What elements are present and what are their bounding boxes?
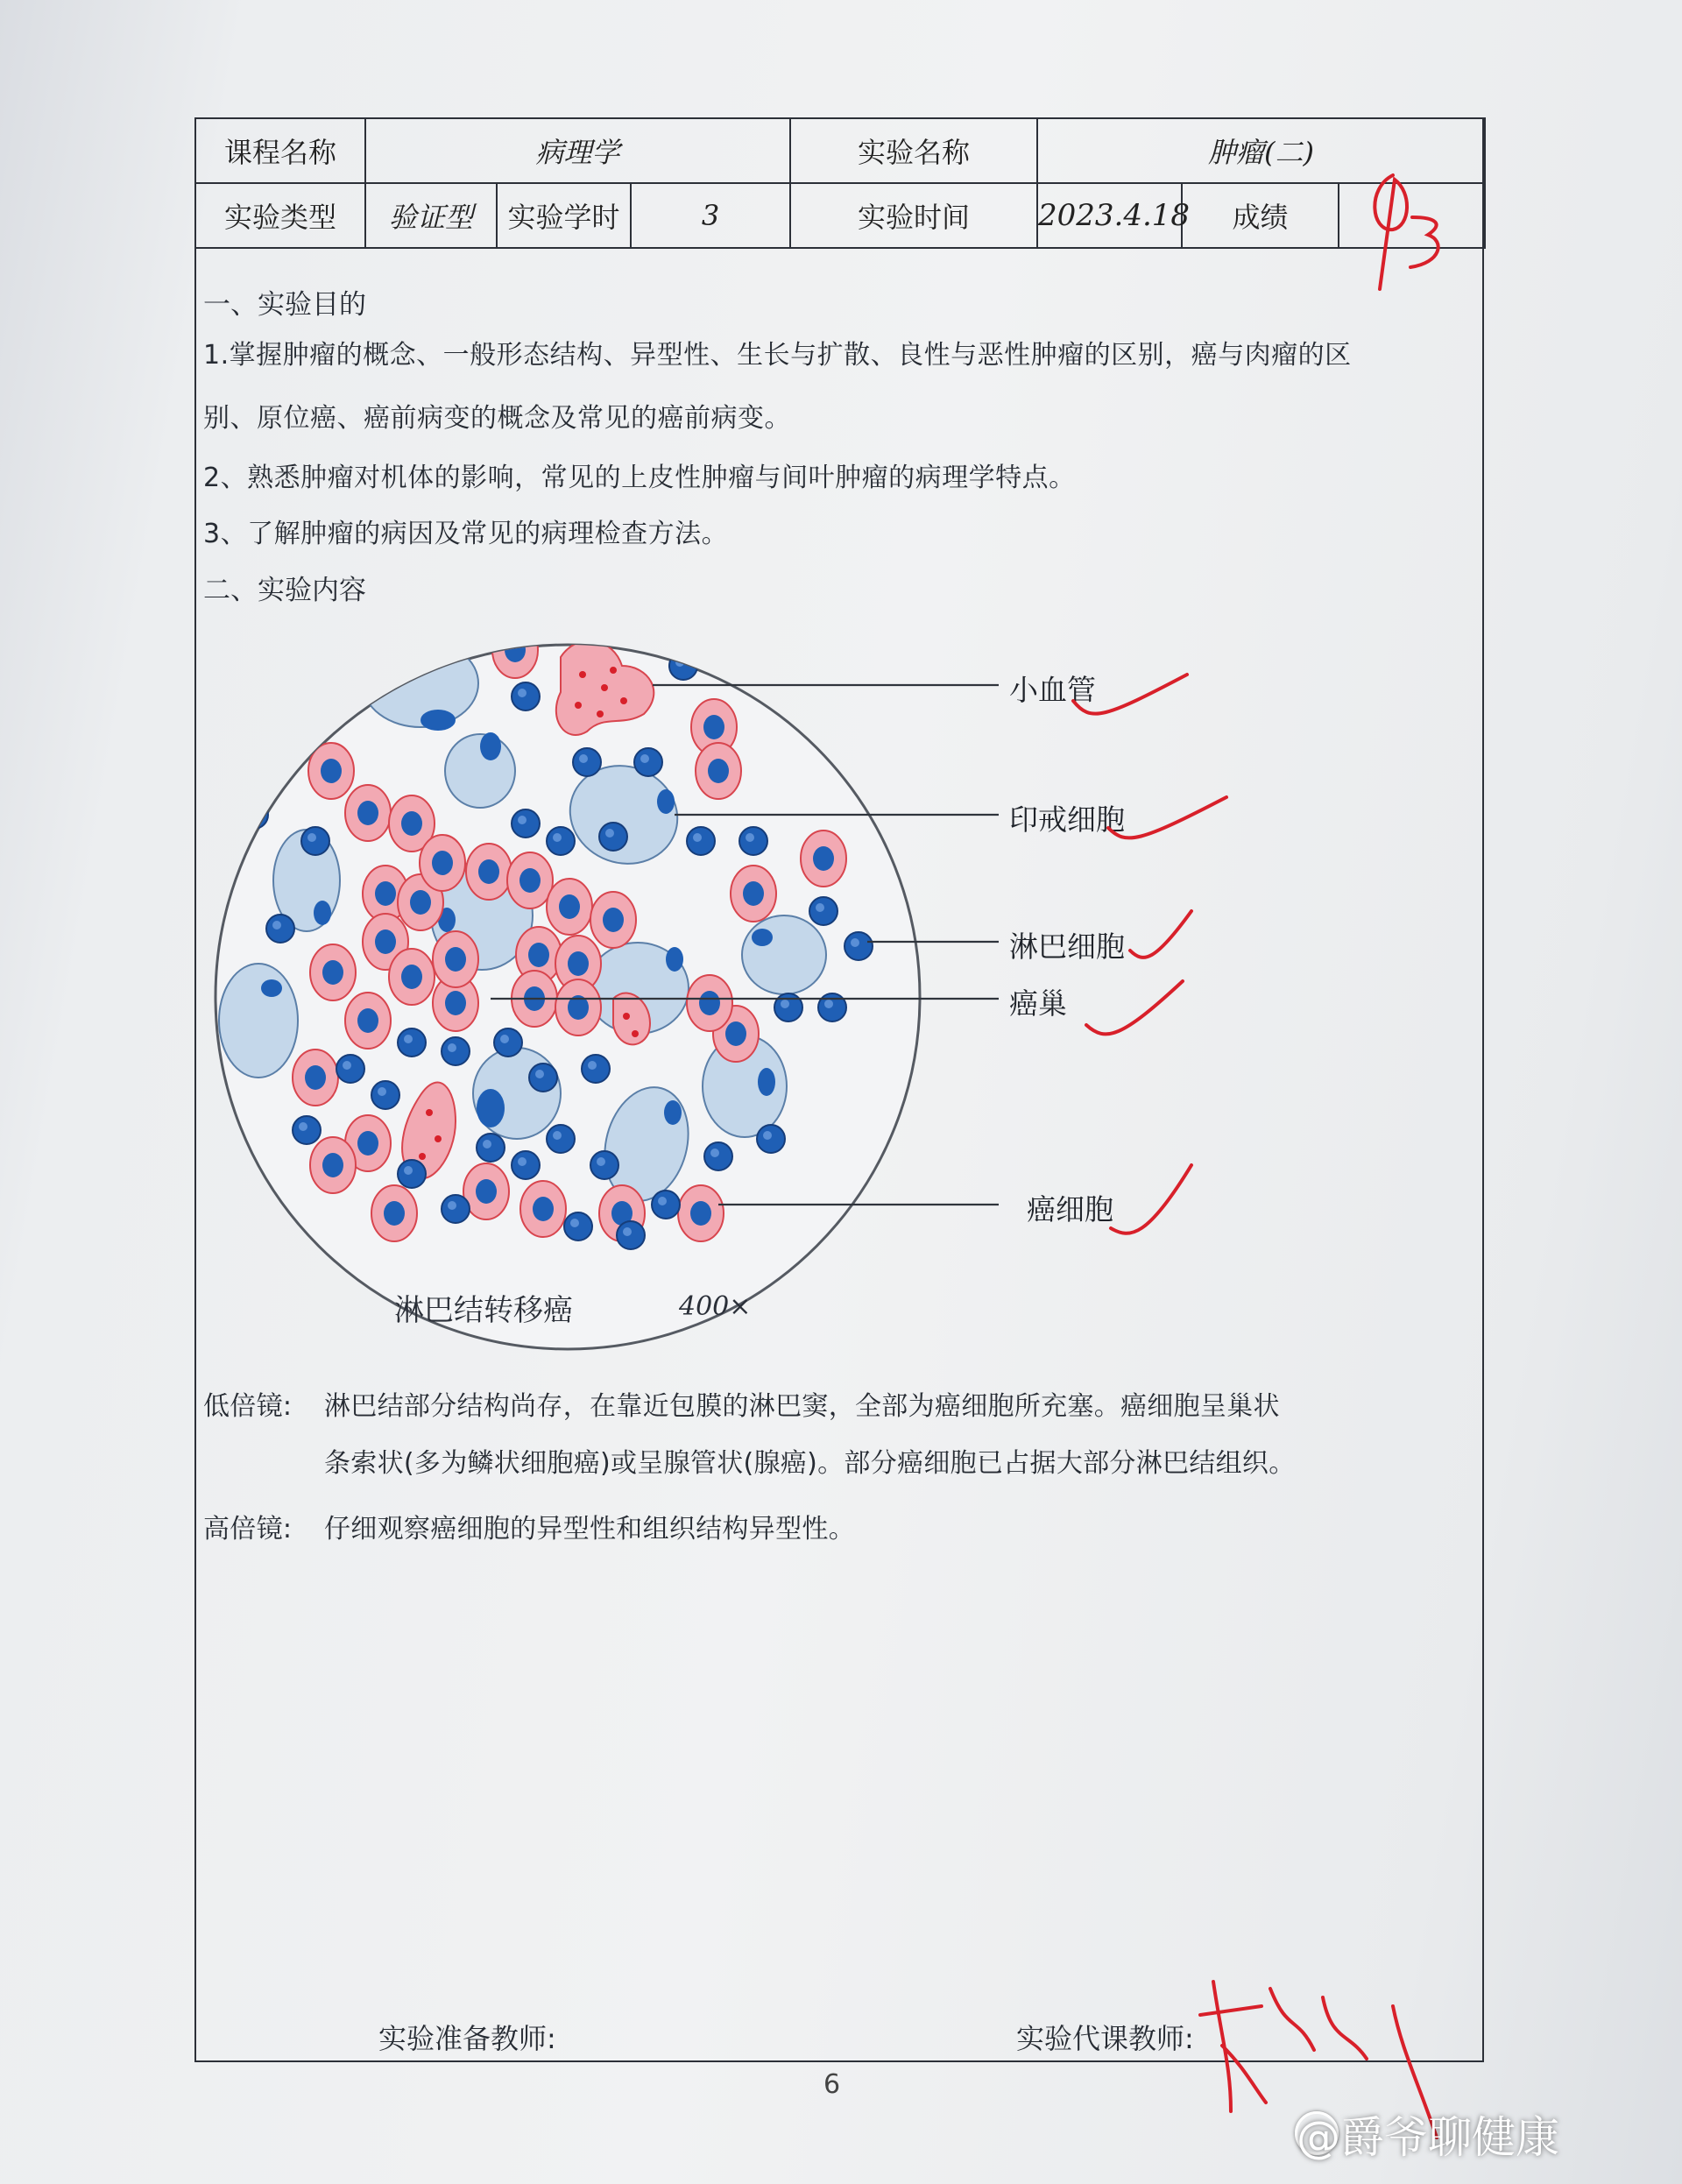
low-power-label: 低倍镜: <box>203 1391 293 1422</box>
purpose-item-1-cont: 别、原位癌、癌前病变的概念及常见的癌前病变。 <box>203 403 791 434</box>
diagram-caption: 淋巴结转移癌 <box>394 1293 573 1328</box>
label-small-vessel: 小血管 <box>1009 673 1096 707</box>
prep-teacher-label: 实验准备教师: <box>378 2022 556 2055</box>
label-cancer-nest: 癌巢 <box>1009 986 1067 1021</box>
exp-type-label: 实验类型 <box>195 183 365 248</box>
magnification: 400× <box>679 1291 752 1322</box>
purpose-item-3: 3、了解肿瘤的病因及常见的病理检查方法。 <box>203 519 729 549</box>
watermark: @爵爷聊健康 <box>1297 2112 1559 2163</box>
exp-time-label: 实验时间 <box>790 183 1037 248</box>
exp-hours-label: 实验学时 <box>497 183 631 248</box>
exp-time-value: 2023.4.18 <box>1037 183 1182 248</box>
low-power-line-1: 淋巴结部分结构尚存，在靠近包膜的淋巴窦，全部为癌细胞所充塞。癌细胞呈巢状 <box>324 1391 1280 1422</box>
exp-hours-value: 3 <box>631 183 790 248</box>
exp-name-value: 肿瘤(二) <box>1037 118 1485 183</box>
high-power-label: 高倍镜: <box>203 1514 293 1544</box>
purpose-item-1: 1.掌握肿瘤的概念、一般形态结构、异型性、生长与扩散、良性与恶性肿瘤的区别，癌与肉瘤的区 <box>203 340 1352 371</box>
low-power-line-2: 条索状(多为鳞状细胞癌)或呈腺管状(腺癌)。部分癌细胞已占据大部分淋巴结组织。 <box>324 1448 1296 1479</box>
content-title: 二、实验内容 <box>203 575 366 606</box>
course-value: 病理学 <box>365 118 790 183</box>
course-label: 课程名称 <box>195 118 365 183</box>
purpose-item-2: 2、熟悉肿瘤对机体的影响，常见的上皮性肿瘤与间叶肿瘤的病理学特点。 <box>203 463 1076 493</box>
exp-name-label: 实验名称 <box>790 118 1037 183</box>
page-number: 6 <box>823 2069 841 2100</box>
label-lymphocyte: 淋巴细胞 <box>1009 929 1125 964</box>
label-signet-ring-cell: 印戒细胞 <box>1009 802 1125 837</box>
sub-teacher-label: 实验代课教师: <box>1016 2022 1194 2055</box>
exp-type-value: 验证型 <box>365 183 497 248</box>
high-power-text: 仔细观察癌细胞的异型性和组织结构异型性。 <box>324 1514 855 1544</box>
grade-label: 成绩 <box>1182 183 1339 248</box>
purpose-title: 一、实验目的 <box>203 289 366 321</box>
label-cancer-cell: 癌细胞 <box>1027 1192 1113 1226</box>
